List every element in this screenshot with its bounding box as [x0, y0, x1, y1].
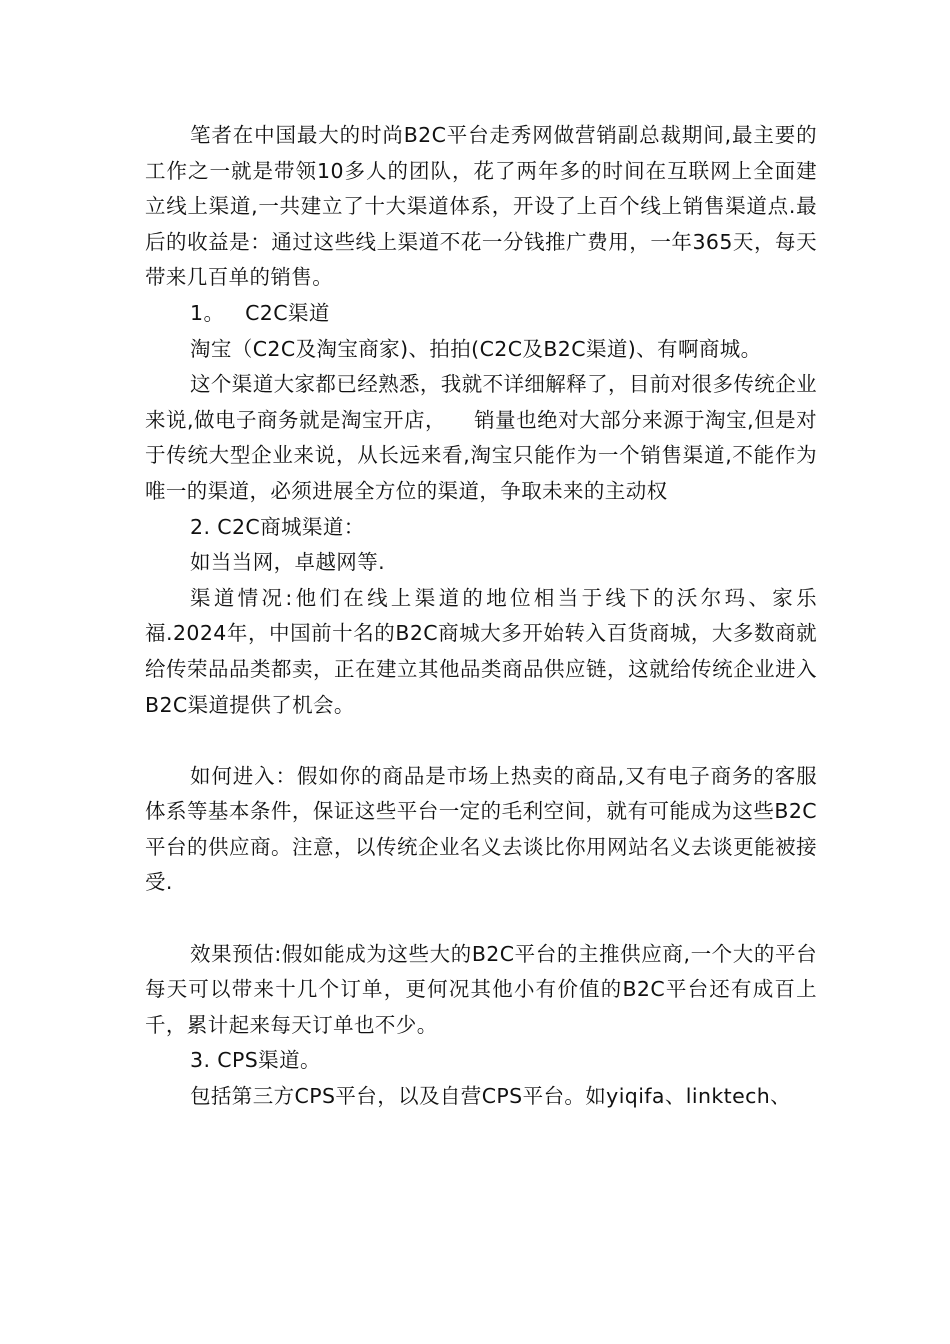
paragraph-how-to-enter: 如何进入：假如你的商品是市场上热卖的商品,又有电子商务的客服体系等基本条件，保证这些平台一定的毛利空间，就有可能成为这些B2C平台的供应商。注意，以传统企业名义去谈比你用网站名义去谈更能被接受. [145, 763, 817, 895]
paragraph-channel-status: 渠道情况:他们在线上渠道的地位相当于线下的沃尔玛、家乐福.2024年，中国前十名的B2C商城大多开始转入百货商城，大多数商就给传荣品品类都卖，正在建立其他品类商品供应链，这就给传统企业进入B2C渠道提供了机会。 [145, 585, 817, 717]
blank-line [145, 901, 817, 937]
document-body [145, 118, 817, 1115]
heading-cps-channel: 3. CPS渠道。 [190, 1048, 321, 1073]
paragraph-effect-estimate: 效果预估:假如能成为这些大的B2C平台的主推供应商,一个大的平台每天可以带来十几个订单，更何况其他小有价值的B2C平台还有成百上千，累计起来每天订单也不少。 [145, 941, 817, 1037]
blank-line [145, 723, 817, 759]
heading-c2c-channel: 1。 C2C渠道 [190, 300, 330, 325]
paragraph-c2c-platforms: 淘宝（C2C及淘宝商家)、拍拍(C2C及B2C渠道)、有啊商城。 [190, 336, 762, 361]
heading-mall-channel: 2. C2C商城渠道： [190, 514, 365, 539]
paragraph-c2c-explanation: 这个渠道大家都已经熟悉，我就不详细解释了，目前对很多传统企业来说,做电子商务就是淘宝开店， 销量也绝对大部分来源于淘宝,但是对于传统大型企业来说，从长远来看,淘宝只能作为一个销售渠道,不能作为唯一的渠道，必须进展全方位的渠道，争取未来的主动权 [145, 372, 817, 503]
paragraph-mall-examples: 如当当网，卓越网等. [190, 550, 386, 575]
paragraph-intro: 笔者在中国最大的时尚B2C平台走秀网做营销副总裁期间,最主要的工作之一就是带领10多人的团队，花了两年多的时间在互联网上全面建立线上渠道,一共建立了十大渠道体系，开设了上百个线上销售渠道点.最后的收益是：通过这些线上渠道不花一分钱推广费用，一年365天，每天带来几百单的销售。 [145, 123, 817, 290]
paragraph-cps-platforms: 包括第三方CPS平台，以及自营CPS平台。如yiqifa、linktech、 [190, 1084, 792, 1109]
